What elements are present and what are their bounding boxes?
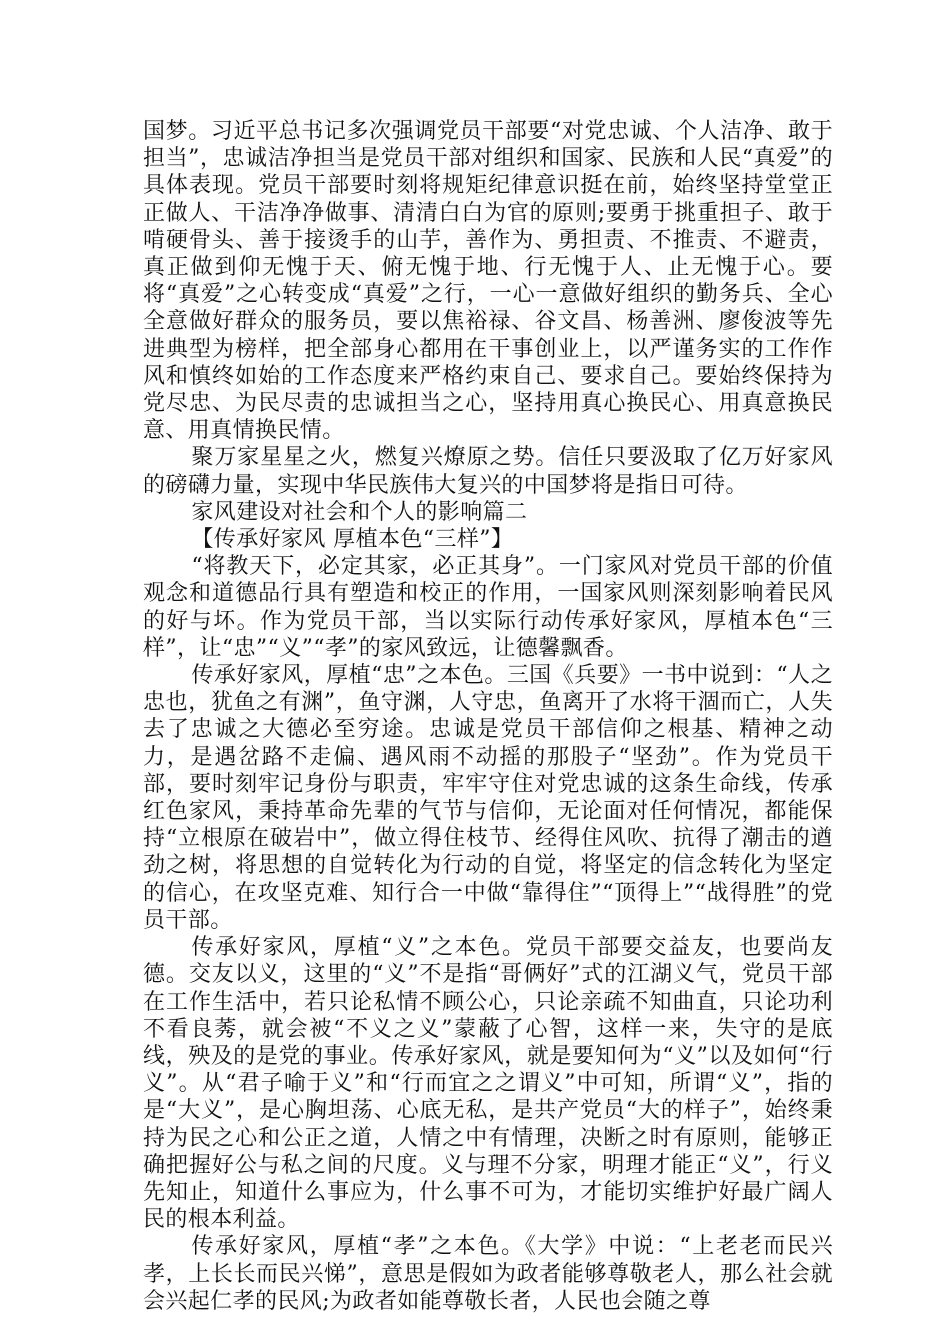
paragraph-1: 国梦。习近平总书记多次强调党员干部要“对党忠诚、个人洁净、敢于担当”，忠诚洁净担当是党员干部对组织和国家、民族和人民“真爱”的具体表现。党员干部要时刻将规矩纪律意识挺在前，始终坚持堂堂正正做人、干洁净净做事、清清白白为官的原则;要勇于挑重担子、敢于啃硬骨头、善于接烫手的山芋，善作为、勇担责、不推责、不避责，真正做到仰无愧于天、俯无愧于地、行无愧于人、止无愧于心。要将“真爱”之心转变成“真爱”之行，一心一意做好组织的勤务兵、全心全意做好群众的服务员，要以焦裕禄、谷文昌、杨善洲、廖俊波等先进典型为榜样，把全部身心都用在干事创业上，以严谨务实的工作作风和慎终如始的工作态度来严格约束自己、要求自己。要始终保持为党尽忠、为民尽责的忠诚担当之心，坚持用真心换民心、用真意换民意、用真情换民情。 <box>143 119 833 444</box>
section-heading: 家风建设对社会和个人的影响篇二 <box>191 499 528 525</box>
paragraph-3: “将教天下，必定其家，必正其身”。一门家风对党员干部的价值观念和道德品行具有塑造和校正的作用，一国家风则深刻影响着民风的好与坏。作为党员干部，当以实际行动传承好家风，厚植本色“三样”，让“忠”“义”“孝”的家风致远，让德馨飘香。 <box>143 554 833 661</box>
paragraph-2: 聚万家星星之火，燃复兴燎原之势。信任只要汲取了亿万好家风的磅礴力量，实现中华民族伟大复兴的中国梦将是指日可待。 <box>143 445 833 498</box>
paragraph-4: 传承好家风，厚植“忠”之本色。三国《兵要》一书中说到：“人之忠也，犹鱼之有渊”，鱼守渊，人守忠，鱼离开了水将干涸而亡，人失去了忠诚之大德必至穷途。忠诚是党员干部信仰之根基、精神之动力，是遇岔路不走偏、遇风雨不动摇的那股子“坚劲”。作为党员干部，要时刻牢记身份与职责，牢牢守住对党忠诚的这条生命线，传承红色家风，秉持革命先辈的气节与信仰，无论面对任何情况，都能保持“立根原在破岩中”，做立得住枝节、经得住风吹、抗得了潮击的遒劲之树，将思想的自觉转化为行动的自觉，将坚定的信念转化为坚定的信心，在攻坚克难、知行合一中做“靠得住”“顶得上”“战得胜”的党员干部。 <box>143 663 833 933</box>
paragraph-6: 传承好家风，厚植“孝”之本色。《大学》中说：“上老老而民兴孝，上长长而民兴悌”，意思是假如为政者能够尊敬老人，那么社会就会兴起仁孝的民风;为政者如能尊敬长者，人民也会随之尊 <box>143 1234 833 1314</box>
document-body <box>143 118 833 1315</box>
article-title: 【传承好家风 厚植本色“三样”】 <box>191 527 514 553</box>
paragraph-5: 传承好家风，厚植“义”之本色。党员干部要交益友，也要尚友德。交友以义，这里的“义”不是指“哥俩好”式的江湖义气，党员干部在工作生活中，若只论私情不顾公心，只论亲疏不知曲直，只论功利不看良莠，就会被“不义之义”蒙蔽了心智，这样一来，失守的是底线，殃及的是党的事业。传承好家风，就是要知何为“义”以及如何“行义”。从“君子喻于义”和“行而宜之之谓义”中可知，所谓“义”，指的是“大义”，是心胸坦荡、心底无私，是共产党员“大的样子”，始终秉持为民之心和公正之道，人情之中有情理，决断之时有原则，能够正确把握好公与私之间的尺度。义与理不分家，明理才能正“义”，行义先知止，知道什么事应为，什么事不可为，才能切实维护好最广阔人民的根本利益。 <box>143 935 833 1233</box>
